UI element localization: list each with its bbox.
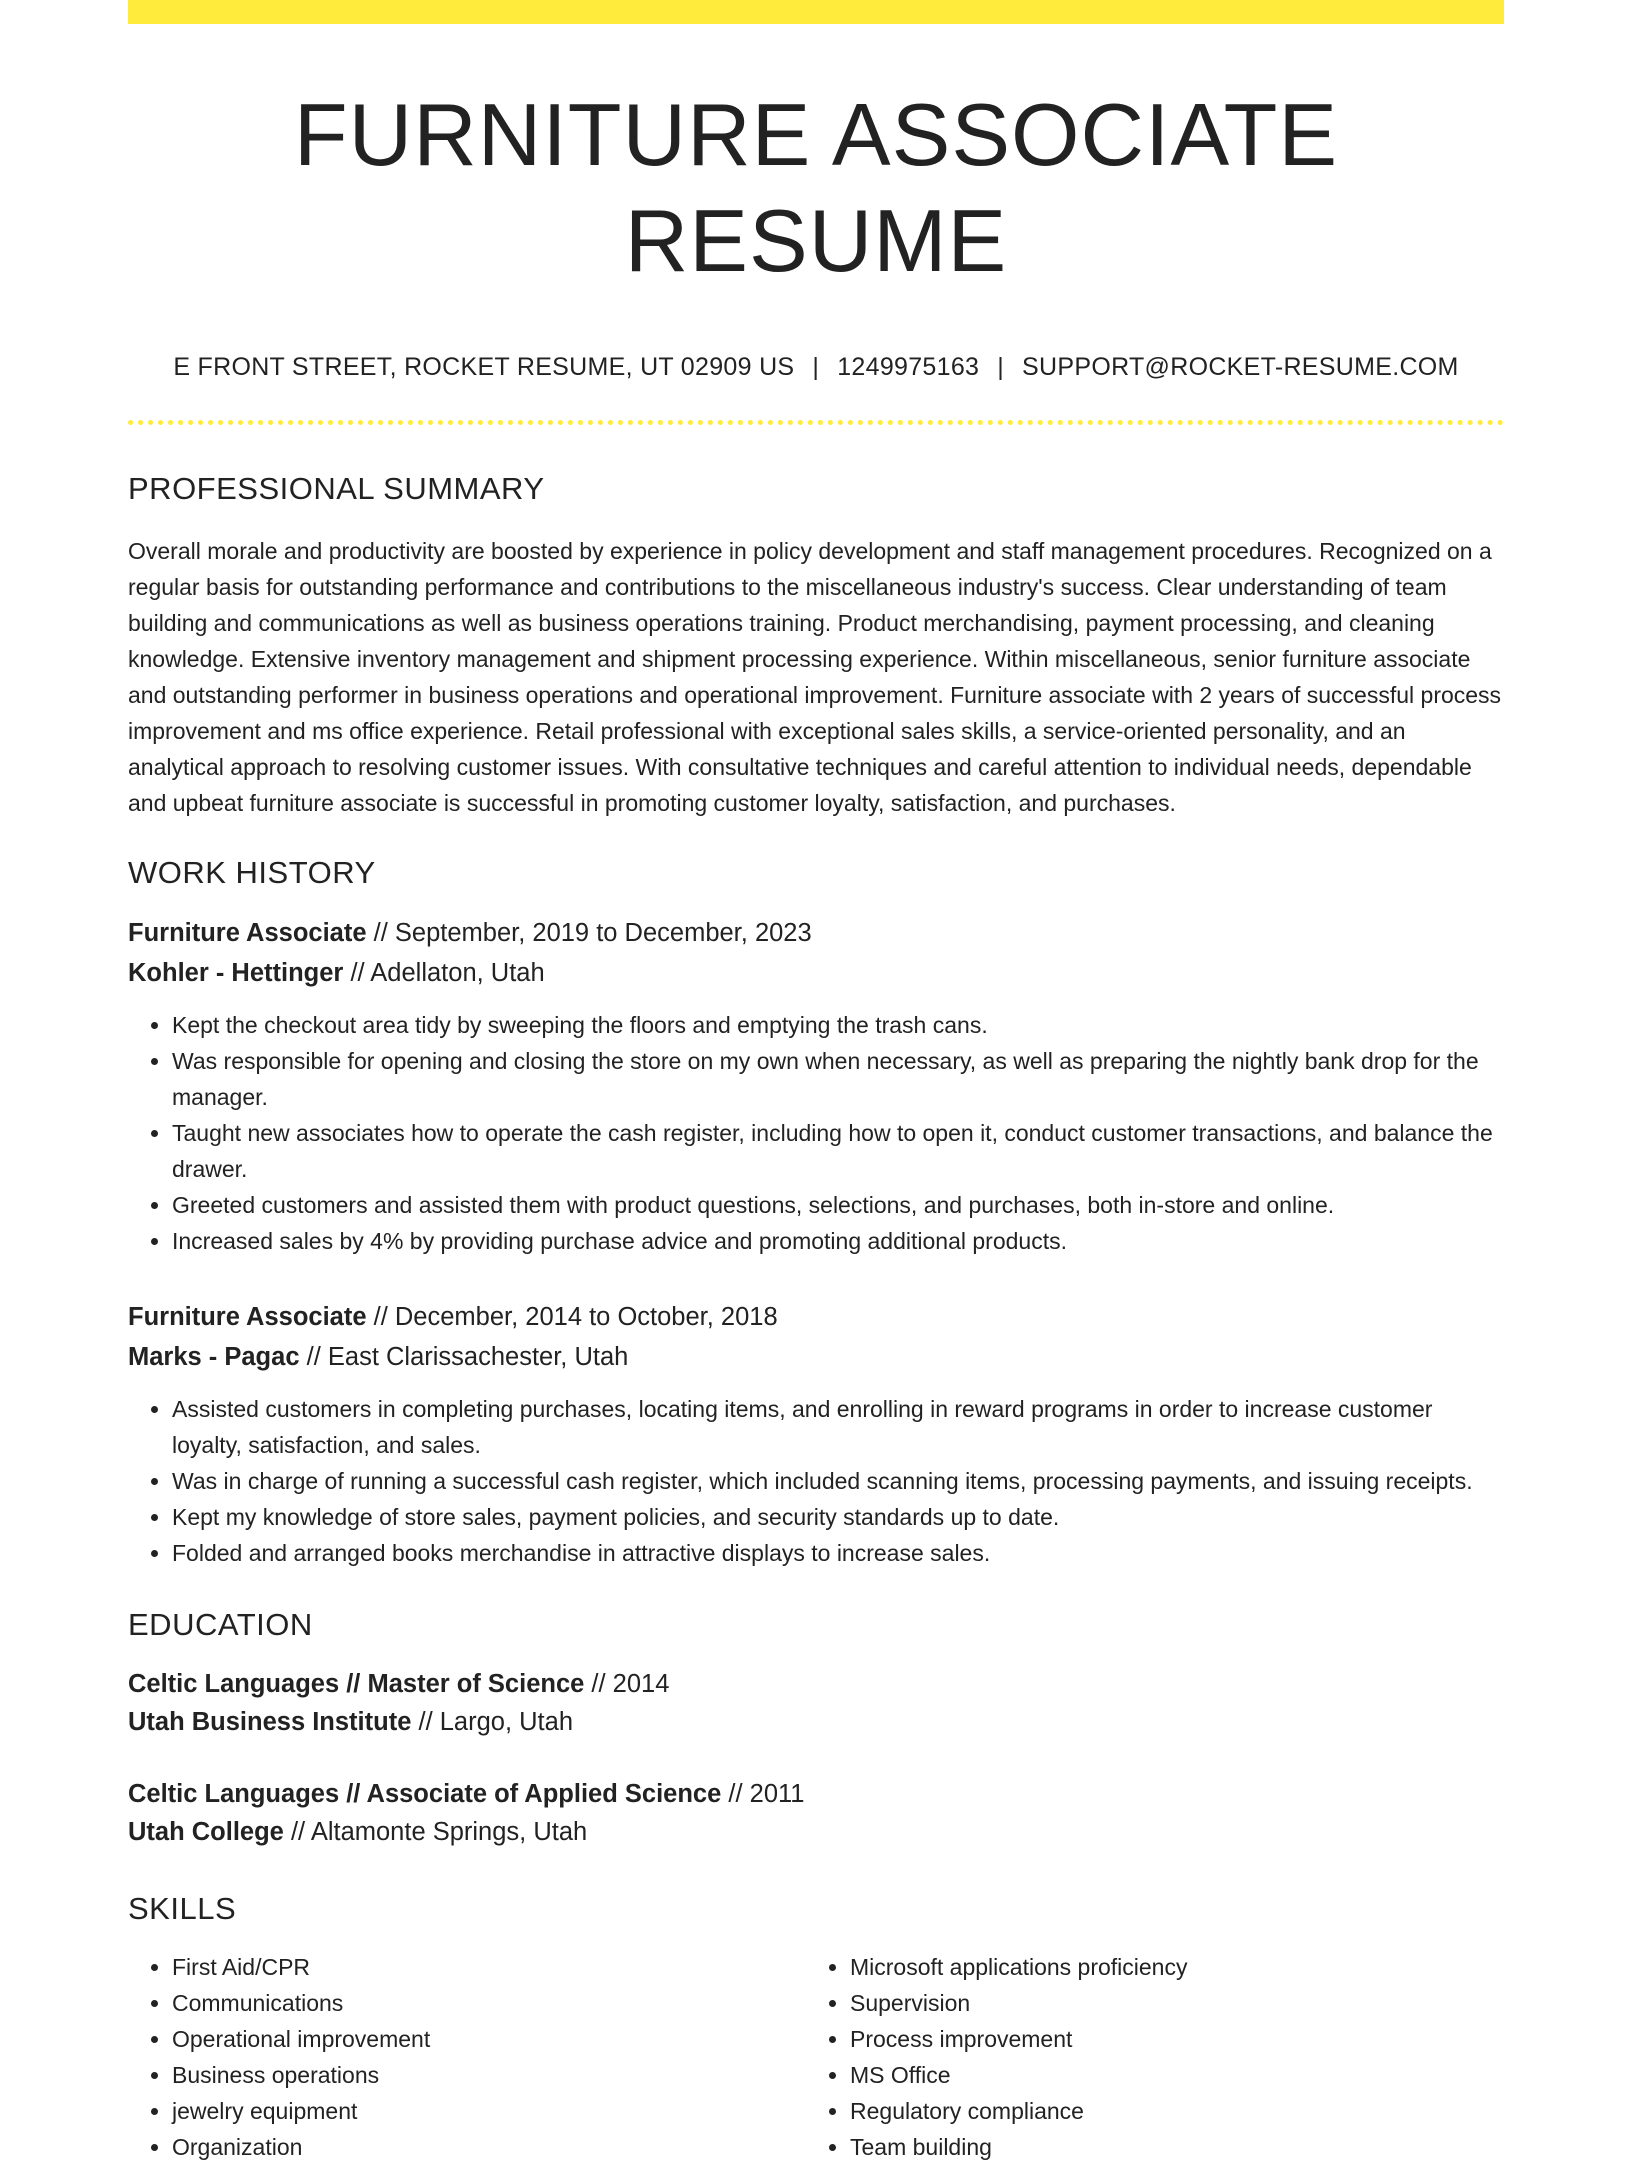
skill-item: • Microsoft applications proficiency — [850, 1949, 1480, 1985]
job-dates: September, 2019 to December, 2023 — [394, 919, 812, 948]
summary-text: Overall morale and productivity are boosted by experience in policy development and staff management procedures. Recognized on a regular basis for outstanding performance and contributions to the miscellaneous industry's success. Clear understanding of team building and communications as well as business operations training. Product merchandising, payment processing, and cleaning knowledge. Extensive inventory management and shipment processing experience. Within miscellaneous, senior furniture associate and outstanding performer in business operations and operational improvement. Furniture associate with 2 years of successful process improvement and ms office experience. Retail professional with exceptional sales skills, a service-oriented personality, and an analytical approach to resolving customer issues. With consultative techniques and careful attention to individual needs, dependable and upbeat furniture associate is successful in promoting customer loyalty, satisfaction, and purchases. — [128, 538, 1502, 817]
divider: // — [350, 959, 365, 988]
divider: // — [373, 919, 388, 948]
skill-item: • Business operations — [172, 2057, 806, 2093]
education-degree-line — [128, 1665, 1504, 1703]
divider: // — [591, 1670, 606, 1699]
job-role: Furniture Associate — [128, 919, 367, 948]
contact-separator: | — [997, 353, 1005, 382]
skills-heading: SKILLS — [128, 1891, 237, 1927]
job-bullet: • Was responsible for opening and closing the store on my own when necessary, as well as preparing the nightly bank drop for the manager. — [172, 1043, 1504, 1115]
contact-email[interactable]: SUPPORT@ROCKET-RESUME.COM — [1022, 353, 1459, 382]
skill-item: • MS Office — [850, 2057, 1480, 2093]
job-entry — [128, 1297, 1504, 1571]
education-degree: Celtic Languages // Master of Science — [128, 1670, 585, 1699]
job-bullet: • Assisted customers in completing purchases, locating items, and enrolling in reward programs in order to increase customer loyalty, satisfaction, and sales. — [172, 1391, 1504, 1463]
skills-list-left — [128, 1949, 806, 2165]
job-location: East Clarissachester, Utah — [327, 1343, 629, 1372]
job-bullet: • Was in charge of running a successful cash register, which included scanning items, processing payments, and issuing receipts. — [172, 1463, 1504, 1499]
education-entry — [128, 1775, 1504, 1851]
contact-line — [128, 353, 1504, 382]
job-bullets — [128, 1391, 1504, 1571]
accent-top-bar — [128, 0, 1504, 24]
job-bullet: • Folded and arranged books merchandise in attractive displays to increase sales. — [172, 1535, 1504, 1571]
education-school-line — [128, 1703, 1504, 1741]
education-location: Altamonte Springs, Utah — [310, 1818, 588, 1847]
divider: // — [306, 1343, 321, 1372]
summary-heading: PROFESSIONAL SUMMARY — [128, 471, 545, 507]
skills-list-right — [806, 1949, 1480, 2165]
education-year: 2014 — [612, 1670, 670, 1699]
education-entry — [128, 1665, 1504, 1741]
skill-item: • Regulatory compliance — [850, 2093, 1480, 2129]
divider: // — [373, 1303, 388, 1332]
job-bullet: • Kept my knowledge of store sales, payment policies, and security standards up to date. — [172, 1499, 1504, 1535]
divider: // — [418, 1708, 433, 1737]
job-company: Kohler - Hettinger — [128, 959, 344, 988]
job-entry — [128, 913, 1504, 1259]
contact-address: E FRONT STREET, ROCKET RESUME, UT 02909 US — [173, 353, 795, 382]
job-company-line — [128, 1337, 1504, 1377]
skill-item: • Communications — [172, 1985, 806, 2021]
dotted-divider — [128, 420, 1504, 425]
contact-separator: | — [812, 353, 820, 382]
job-bullets — [128, 1007, 1504, 1259]
skill-item: • Organization — [172, 2129, 806, 2165]
education-degree: Celtic Languages // Associate of Applied Science — [128, 1780, 722, 1809]
education-school: Utah College — [128, 1818, 284, 1847]
skill-item: • Supervision — [850, 1985, 1480, 2021]
resume-title: FURNITURE ASSOCIATE RESUME — [293, 85, 1339, 290]
job-company-line — [128, 953, 1504, 993]
job-bullet: • Increased sales by 4% by providing purchase advice and promoting additional products. — [172, 1223, 1504, 1259]
job-bullet: • Taught new associates how to operate the cash register, including how to open it, conduct customer transactions, and balance the drawer. — [172, 1115, 1504, 1187]
skill-item: • jewelry equipment — [172, 2093, 806, 2129]
education-degree-line — [128, 1775, 1504, 1813]
job-dates: December, 2014 to October, 2018 — [394, 1303, 778, 1332]
job-title-line — [128, 913, 1504, 953]
skills-columns — [128, 1949, 1504, 2165]
education-year: 2011 — [749, 1780, 805, 1809]
education-school-line — [128, 1813, 1504, 1851]
job-bullet: • Greeted customers and assisted them with product questions, selections, and purchases, both in-store and online. — [172, 1187, 1504, 1223]
job-bullet: • Kept the checkout area tidy by sweeping the floors and emptying the trash cans. — [172, 1007, 1504, 1043]
skill-item: • Operational improvement — [172, 2021, 806, 2057]
skill-item: • First Aid/CPR — [172, 1949, 806, 1985]
resume-page — [128, 0, 1504, 2165]
education-location: Largo, Utah — [439, 1708, 574, 1737]
skill-item: • Process improvement — [850, 2021, 1480, 2057]
job-title-line — [128, 1297, 1504, 1337]
education-school: Utah Business Institute — [128, 1708, 412, 1737]
divider: // — [728, 1780, 743, 1809]
job-location: Adellaton, Utah — [370, 959, 545, 988]
divider: // — [290, 1818, 306, 1847]
contact-phone[interactable]: 1249975163 — [837, 353, 980, 382]
job-role: Furniture Associate — [128, 1303, 367, 1332]
skill-item: • Team building — [850, 2129, 1480, 2165]
education-heading: EDUCATION — [128, 1607, 313, 1643]
job-company: Marks - Pagac — [128, 1343, 300, 1372]
work-history-heading: WORK HISTORY — [128, 855, 376, 891]
